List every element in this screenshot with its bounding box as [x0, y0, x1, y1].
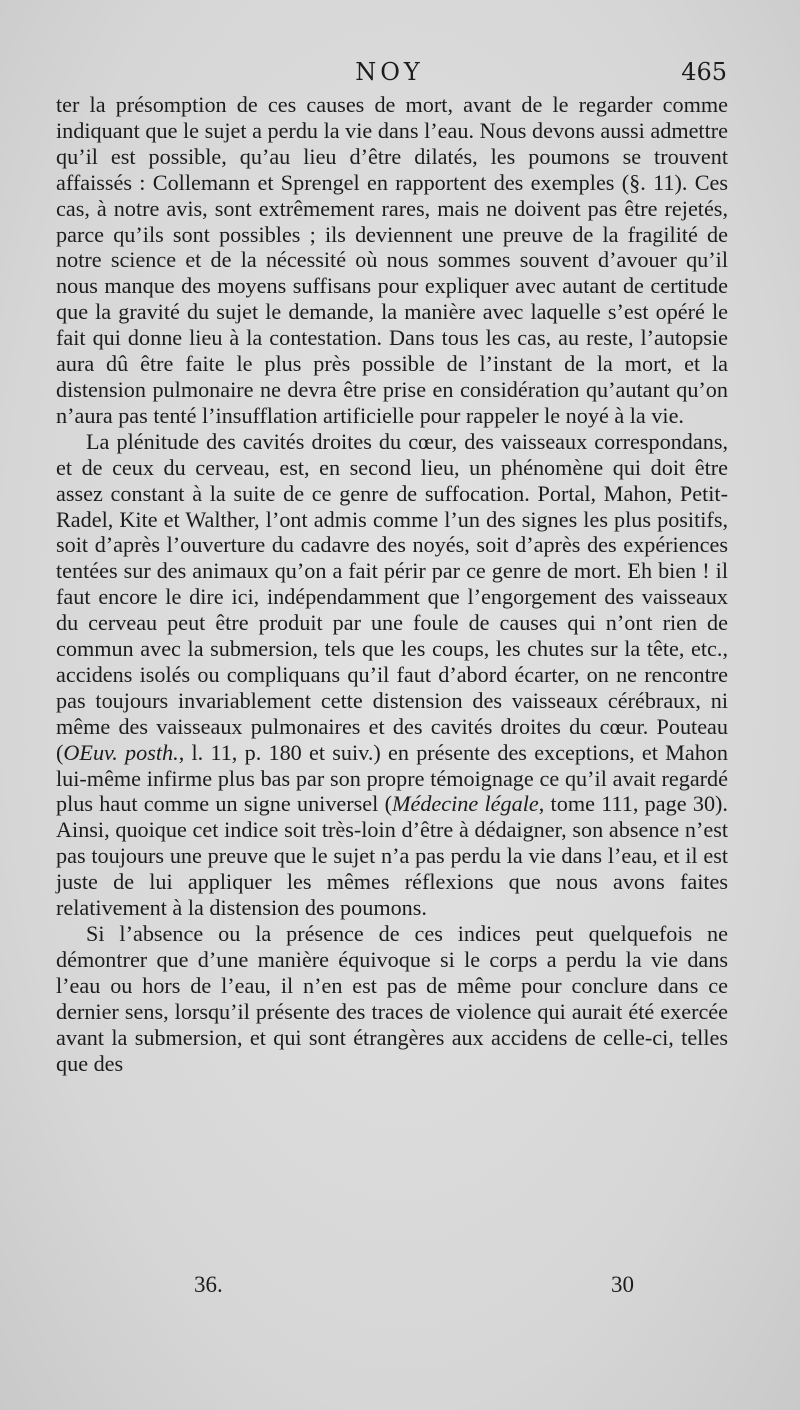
- paragraph-plenitude: [56, 429, 728, 921]
- page-number: 465: [681, 58, 727, 86]
- signature-number: 30: [611, 1272, 634, 1297]
- page-footer: [56, 1272, 728, 1302]
- paragraph-text: , tome 111, page 30). Ainsi, quoique cet indice soit très-loin d’être à dédaigner, son absence n’est pas toujours une preuve que le sujet n’a pas perdu la vie dans l’eau, et il est juste de lui appliquer les mêmes réflexions que nous avons faites relativement à la distension des poumons.: [56, 791, 728, 921]
- paragraph-continuation: ter la présomption de ces causes de mort, avant de le regarder comme indiquant que le sujet a perdu la vie dans l’eau. Nous devons aussi admettre qu’il est possible, qu’au lieu d’être dilatés, les poumons se trouvent affaissés : Collemann et Sprengel en rapportent des exemples (§. 11). Ces cas, à notre avis, sont extrêmement rares, mais ne doivent pas être rejetés, parce qu’ils sont possibles ; ils deviennent une preuve de la fragilité de notre science et de la nécessité où nous sommes souvent d’avouer qu’il nous manque des moyens suffisans pour expliquer avec autant de certitude que la gravité du sujet le demande, la manière avec laquelle s’est opéré le fait qui donne lieu à la contestation. Dans tous les cas, au reste, l’autopsie aura dû être faite le plus près possible de l’instant de la mort, et la distension pulmonaire ne devra être prise en considération qu’autant qu’on n’aura pas tenté l’insufflation artificielle pour rappeler le noyé à la vie.: [56, 92, 728, 428]
- citation-title: OEuv. posth.: [63, 739, 179, 765]
- page-header: [52, 58, 727, 90]
- body-text: [56, 92, 728, 1076]
- citation-title: Médecine légale: [391, 791, 539, 817]
- running-head: NOY: [355, 58, 424, 86]
- signature-mark: 36.: [194, 1272, 223, 1297]
- paragraph-text: , l. 11, p. 180 et suiv.) en présente des exceptions, et Mahon lui-même infirme plus bas par son propre témoignage ce qu’il avait regardé plus haut comme un signe universel (: [56, 739, 728, 817]
- paragraph-absence: Si l’absence ou la présence de ces indices peut quelquefois ne démontrer que d’une manière équivoque si le corps a perdu la vie dans l’eau ou hors de l’eau, il n’en est pas de même pour conclure dans ce dernier sens, lorsqu’il présente des traces de violence qui aurait été exercée avant la submersion, et qui sont étrangères aux accidens de celle-ci, telles que des: [56, 921, 728, 1076]
- paragraph-text: La plénitude des cavités droites du cœur, des vaisseaux correspondans, et de ceux du cerveau, est, en second lieu, un phénomène qui doit être assez constant à la suite de ce genre de suffocation. Portal, Mahon, Petit-Radel, Kite et Walther, l’ont admis comme l’un des signes les plus positifs, soit d’après l’ouverture du cadavre des noyés, soit d’après des expériences tentées sur des animaux qu’on a fait périr par ce genre de mort. Eh bien ! il faut encore le dire ici, indépendamment que l’engorgement des vaisseaux du cerveau peut être produit par une foule de causes qui n’ont rien de commun avec la submersion, tels que les coups, les chutes sur la tête, etc., accidens isolés ou compliquans qu’il faut d’abord écarter, on ne rencontre pas toujours invariablement cette distension des vaisseaux cérébraux, ni même des vaisseaux pulmonaires et des cavités droites du cœur. Pouteau (: [56, 428, 728, 765]
